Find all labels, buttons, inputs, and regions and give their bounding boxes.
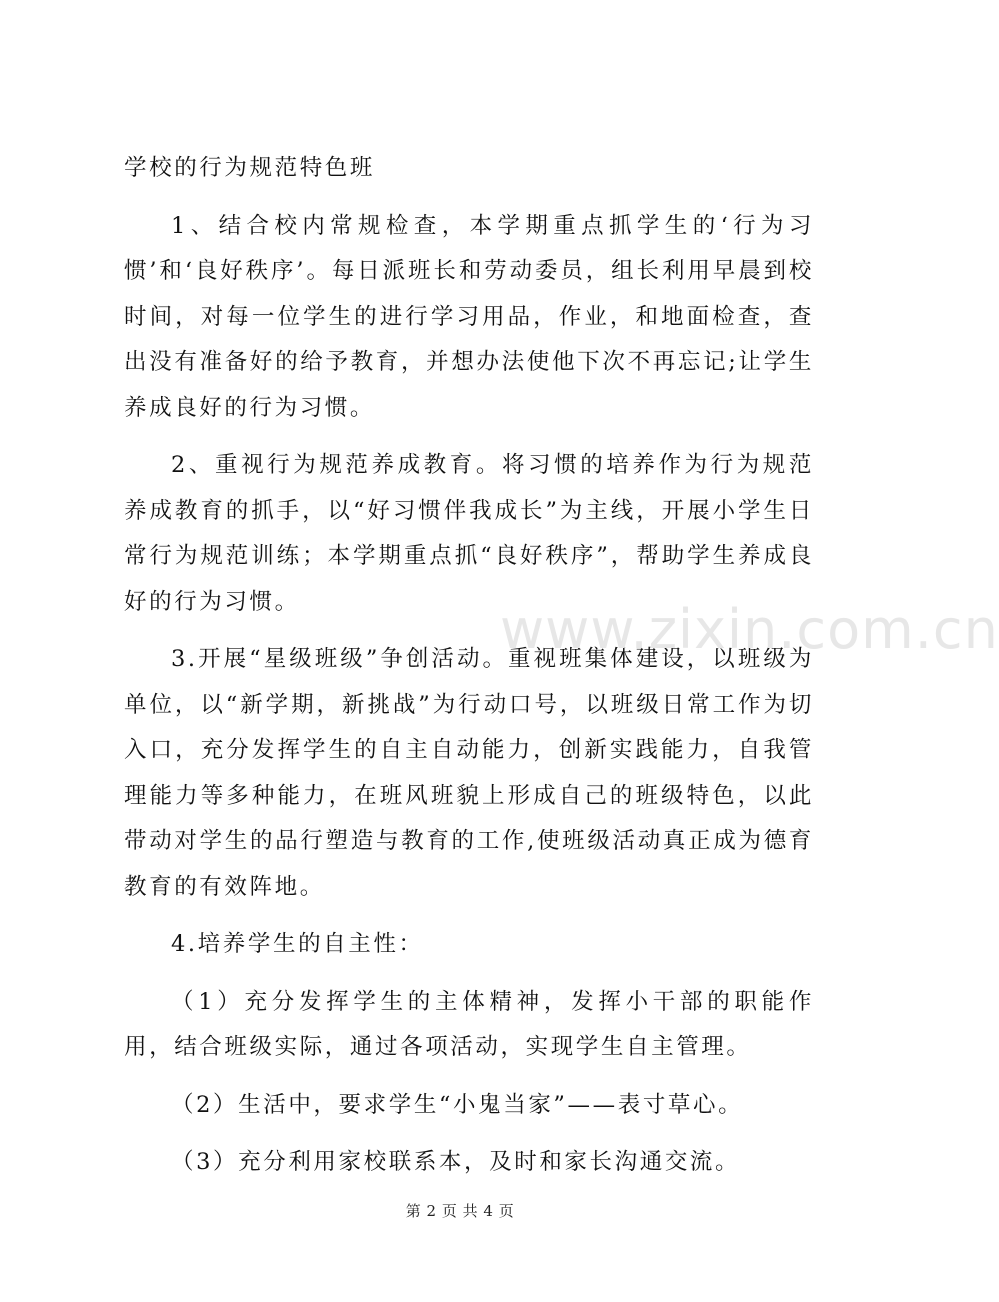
paragraph-item-2: 2、重视行为规范养成教育。将习惯的培养作为行为规范养成教育的抓手，以“好习惯伴我成长”为主线，开展小学生日常行为规范训练；本学期重点抓“良好秩序”，帮助学生养成良好的行为习惯。 [124,452,814,615]
paragraph-subitem-2: （2）生活中，要求学生“小鬼当家”——表寸草心。 [171,1091,744,1118]
paragraph-subitem-1: （1）充分发挥学生的主体精神，发挥小干部的职能作用，结合班级实际，通过各项活动，实现学生自主管理。 [124,988,814,1060]
paragraph-item-4: 4.培养学生的自主性： [171,931,424,957]
paragraph-subitem-3: （3）充分利用家校联系本，及时和家长沟通交流。 [171,1149,741,1175]
paragraph-item-3: 3.开展“星级班级”争创活动。重视班集体建设，以班级为单位，以“新学期，新挑战”为行动口号，以班级日常工作为切入口，充分发挥学生的自主自动能力，创新实践能力，自我管理能力等多种能力，在班风班貌上形成自己的班级特色，以此带动对学生的品行塑造与教育的工作,使班级活动真正成为德育教育的有效阵地。 [124,646,814,900]
site-watermark: www.zixin.com.cn [500,598,999,661]
page-number-footer: 第 2 页 共 4 页 [405,1202,515,1220]
paragraph-item-1: 1、结合校内常规检查，本学期重点抓学生的‘行为习惯’和‘良好秩序’。每日派班长和劳动委员，组长利用早晨到校时间，对每一位学生的进行学习用品，作业，和地面检查，查出没有准备好的给予教育，并想办法使他下次不再忘记;让学生养成良好的行为习惯。 [124,212,814,421]
paragraph-heading-line: 学校的行为规范特色班 [124,155,376,181]
document-body [124,146,814,1198]
